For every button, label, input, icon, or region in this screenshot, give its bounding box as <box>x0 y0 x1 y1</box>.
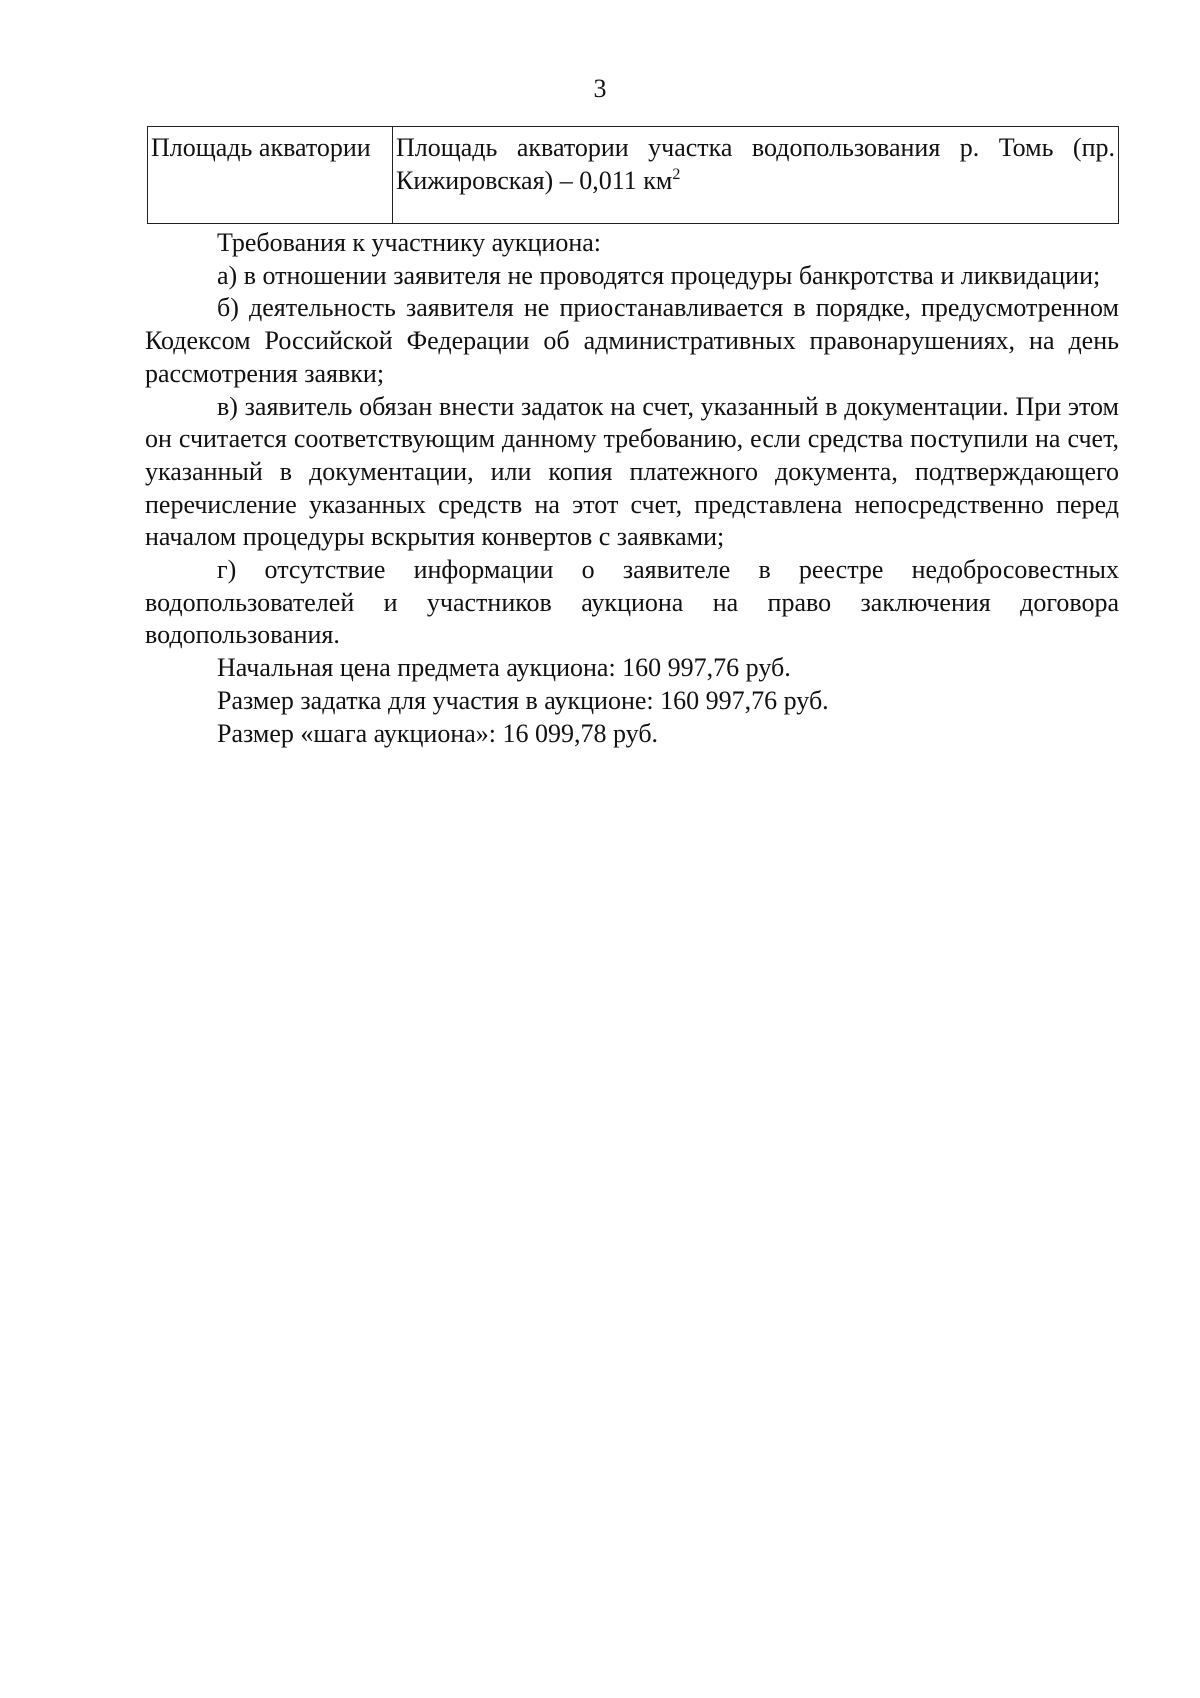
requirement-item-b: б) деятельность заявителя не приостанавливается в порядке, предусмотренном Кодексом Российской Федерации об административных правонарушениях, на день рассмотрения заявки; <box>145 293 1119 388</box>
table-value-text: Площадь акватории участка водопользования р. Томь (пр. Кижировская) – 0,011 км <box>396 133 1115 195</box>
table-label-cell: Площадь акватории <box>148 127 393 224</box>
requirements-heading: Требования к участнику аукциона: <box>217 228 602 257</box>
requirement-item-a: а) в отношении заявителя не проводятся процедуры банкротства и ликвидации; <box>217 260 1101 290</box>
start-price: Начальная цена предмета аукциона: 160 997,76 руб. <box>217 653 791 683</box>
document-body <box>145 227 1119 750</box>
superscript-2: 2 <box>672 166 681 183</box>
table-value-cell <box>393 127 1119 224</box>
requirement-item-v: в) заявитель обязан внести задаток на счет, указанный в документации. При этом он считается соответствующим данному требованию, если средства поступили на счет, указанный в документации, или копия платежного документа, подтверждающего перечисление указанных средств на этот счет, представлена непосредственно перед началом процедуры вскрытия конвертов с заявками; <box>145 391 1119 552</box>
auction-step: Размер «шага аукциона»: 16 099,78 руб. <box>217 718 659 748</box>
deposit-amount: Размер задатка для участия в аукционе: 160 997,76 руб. <box>217 685 829 715</box>
table-row <box>148 127 1119 224</box>
requirement-item-g: г) отсутствие информации о заявителе в реестре недобросовестных водопользователей и участников аукциона на право заключения договора водопользования. <box>145 555 1119 650</box>
info-table <box>147 126 1119 224</box>
page-number: 3 <box>593 74 607 103</box>
